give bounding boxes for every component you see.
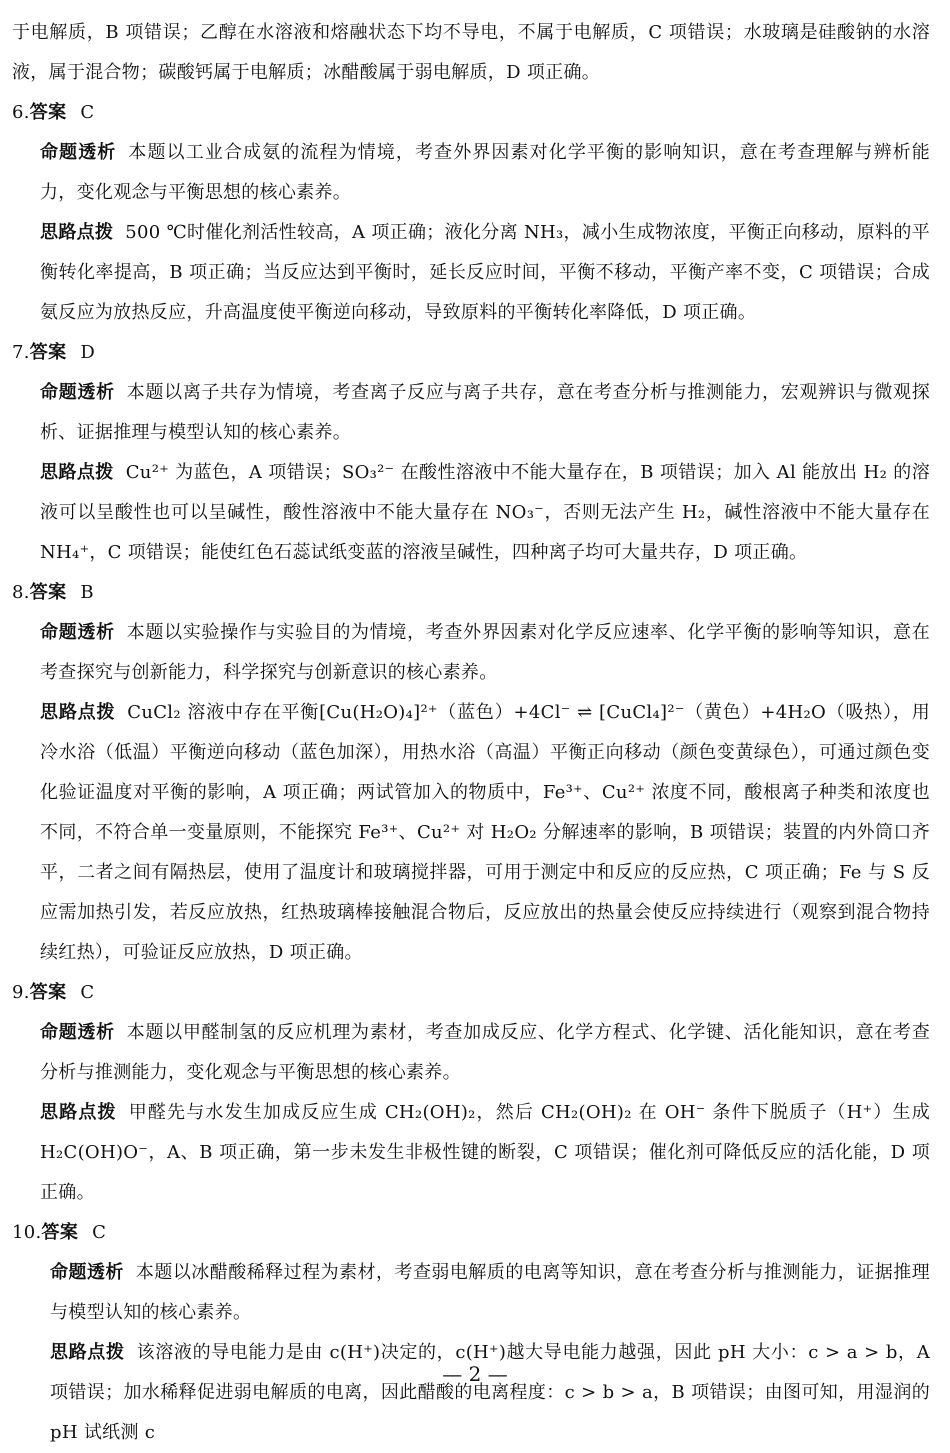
answer-value: B (80, 582, 94, 603)
hint-text: 该溶液的导电能力是由 c(H⁺)决定的，c(H⁺)越大导电能力越强，因此 pH 大小：c > a > b，A 项错误；加水稀释促进弱电解质的电离，因此醋酸的电离程度：c > b > a，B 项错误；由图可知，用湿润的 pH 试纸测 c (50, 1342, 930, 1443)
analysis-label: 命题透析 (40, 142, 117, 163)
hint-paragraph (12, 1093, 930, 1213)
hint-label: 思路点拨 (50, 1342, 125, 1363)
question-7 (12, 333, 930, 573)
hint-paragraph (12, 1333, 930, 1453)
question-header (12, 93, 930, 133)
answer-label: 答案 (29, 102, 67, 123)
question-number: 7. (12, 342, 30, 363)
page-content (12, 13, 930, 1453)
hint-paragraph (12, 693, 930, 973)
analysis-paragraph (12, 1013, 930, 1093)
answer-value: D (80, 342, 96, 363)
analysis-text: 本题以冰醋酸稀释过程为素材，考查弱电解质的电离等知识，意在考查分析与推测能力，证据推理与模型认知的核心素养。 (50, 1262, 930, 1323)
question-header (12, 573, 930, 613)
analysis-label: 命题透析 (50, 1262, 124, 1283)
analysis-text: 本题以离子共存为情境，考查离子反应与离子共存，意在考查分析与推测能力，宏观辨识与微观探析、证据推理与模型认知的核心素养。 (40, 382, 930, 443)
question-header (12, 1213, 930, 1253)
hint-text: 500 ℃时催化剂活性较高，A 项正确；液化分离 NH₃，减小生成物浓度，平衡正向移动，原料的平衡转化率提高，B 项正确；当反应达到平衡时，延长反应时间，平衡不移动，平衡产率不变，C 项错误；合成氨反应为放热反应，升高温度使平衡逆向移动，导致原料的平衡转化率降低，D 项正确。 (40, 222, 930, 323)
analysis-label: 命题透析 (40, 622, 115, 643)
hint-text: CuCl₂ 溶液中存在平衡[Cu(H₂O)₄]²⁺（蓝色）+4Cl⁻ ⇌ [CuCl₄]²⁻（黄色）+4H₂O（吸热），用冷水浴（低温）平衡逆向移动（蓝色加深），用热水浴（高温）平衡正向移动（颜色变黄绿色），可通过颜色变化验证温度对平衡的影响，A 项正确；两试管加入的物质中，Fe³⁺、Cu²⁺ 浓度不同，酸根离子种类和浓度也不同，不符合单一变量原则，不能探究 Fe³⁺、Cu²⁺ 对 H₂O₂ 分解速率的影响，B 项错误；装置的内外筒口齐平，二者之间有隔热层，使用了温度计和玻璃搅拌器，可用于测定中和反应的反应热，C 项正确；Fe 与 S 反应需加热引发，若反应放热，红热玻璃棒接触混合物后，反应放出的热量会使反应持续进行（观察到混合物持续红热），可验证反应放热，D 项正确。 (40, 702, 930, 963)
answer-label: 答案 (41, 1222, 79, 1243)
question-8 (12, 573, 930, 973)
question-10 (12, 1213, 930, 1453)
question-header (12, 333, 930, 373)
analysis-text: 本题以甲醛制氢的反应机理为素材，考查加成反应、化学方程式、化学键、活化能知识，意在考查分析与推测能力，变化观念与平衡思想的核心素养。 (40, 1022, 930, 1083)
answer-label: 答案 (29, 582, 67, 603)
answer-label: 答案 (29, 342, 67, 363)
question-number: 8. (12, 582, 30, 603)
question-6 (12, 93, 930, 333)
answer-value: C (80, 982, 95, 1003)
analysis-text: 本题以实验操作与实验目的为情境，考查外界因素对化学反应速率、化学平衡的影响等知识，意在考查探究与创新能力，科学探究与创新意识的核心素养。 (40, 622, 930, 683)
analysis-label: 命题透析 (40, 1022, 115, 1043)
hint-text: 甲醛先与水发生加成反应生成 CH₂(OH)₂，然后 CH₂(OH)₂ 在 OH⁻ 条件下脱质子（H⁺）生成 H₂C(OH)O⁻，A、B 项正确，第一步未发生非极性键的断裂，C 项错误；催化剂可降低反应的活化能，D 项正确。 (40, 1102, 930, 1203)
answer-value: C (92, 1222, 107, 1243)
analysis-label: 命题透析 (40, 382, 115, 403)
question-9 (12, 973, 930, 1213)
question-header (12, 973, 930, 1013)
hint-label: 思路点拨 (40, 462, 114, 483)
analysis-paragraph (12, 613, 930, 693)
preamble-text: 于电解质，B 项错误；乙醇在水溶液和熔融状态下均不导电，不属于电解质，C 项错误；水玻璃是硅酸钠的水溶液，属于混合物；碳酸钙属于电解质；冰醋酸属于弱电解质，D 项正确。 (12, 22, 930, 83)
hint-label: 思路点拨 (40, 702, 116, 723)
hint-text: Cu²⁺ 为蓝色，A 项错误；SO₃²⁻ 在酸性溶液中不能大量存在，B 项错误；加入 Al 能放出 H₂ 的溶液可以呈酸性也可以呈碱性，酸性溶液中不能大量存在 NO₃⁻，否则无法产生 H₂，碱性溶液中不能大量存在 NH₄⁺，C 项错误；能使红色石蕊试纸变蓝的溶液呈碱性，四种离子均可大量共存，D 项正确。 (40, 462, 930, 563)
answer-label: 答案 (29, 982, 67, 1003)
question-number: 6. (12, 102, 30, 123)
analysis-text: 本题以工业合成氨的流程为情境，考查外界因素对化学平衡的影响知识，意在考查理解与辨析能力，变化观念与平衡思想的核心素养。 (40, 142, 930, 203)
hint-label: 思路点拨 (40, 222, 114, 243)
page-number: — 2 — (442, 1362, 508, 1386)
analysis-paragraph (12, 133, 930, 213)
question-number: 9. (12, 982, 30, 1003)
hint-paragraph (12, 213, 930, 333)
hint-paragraph (12, 453, 930, 573)
question-number: 10. (12, 1222, 42, 1243)
answer-value: C (80, 102, 95, 123)
hint-label: 思路点拨 (40, 1102, 117, 1123)
analysis-paragraph (12, 1253, 930, 1333)
analysis-paragraph (12, 373, 930, 453)
